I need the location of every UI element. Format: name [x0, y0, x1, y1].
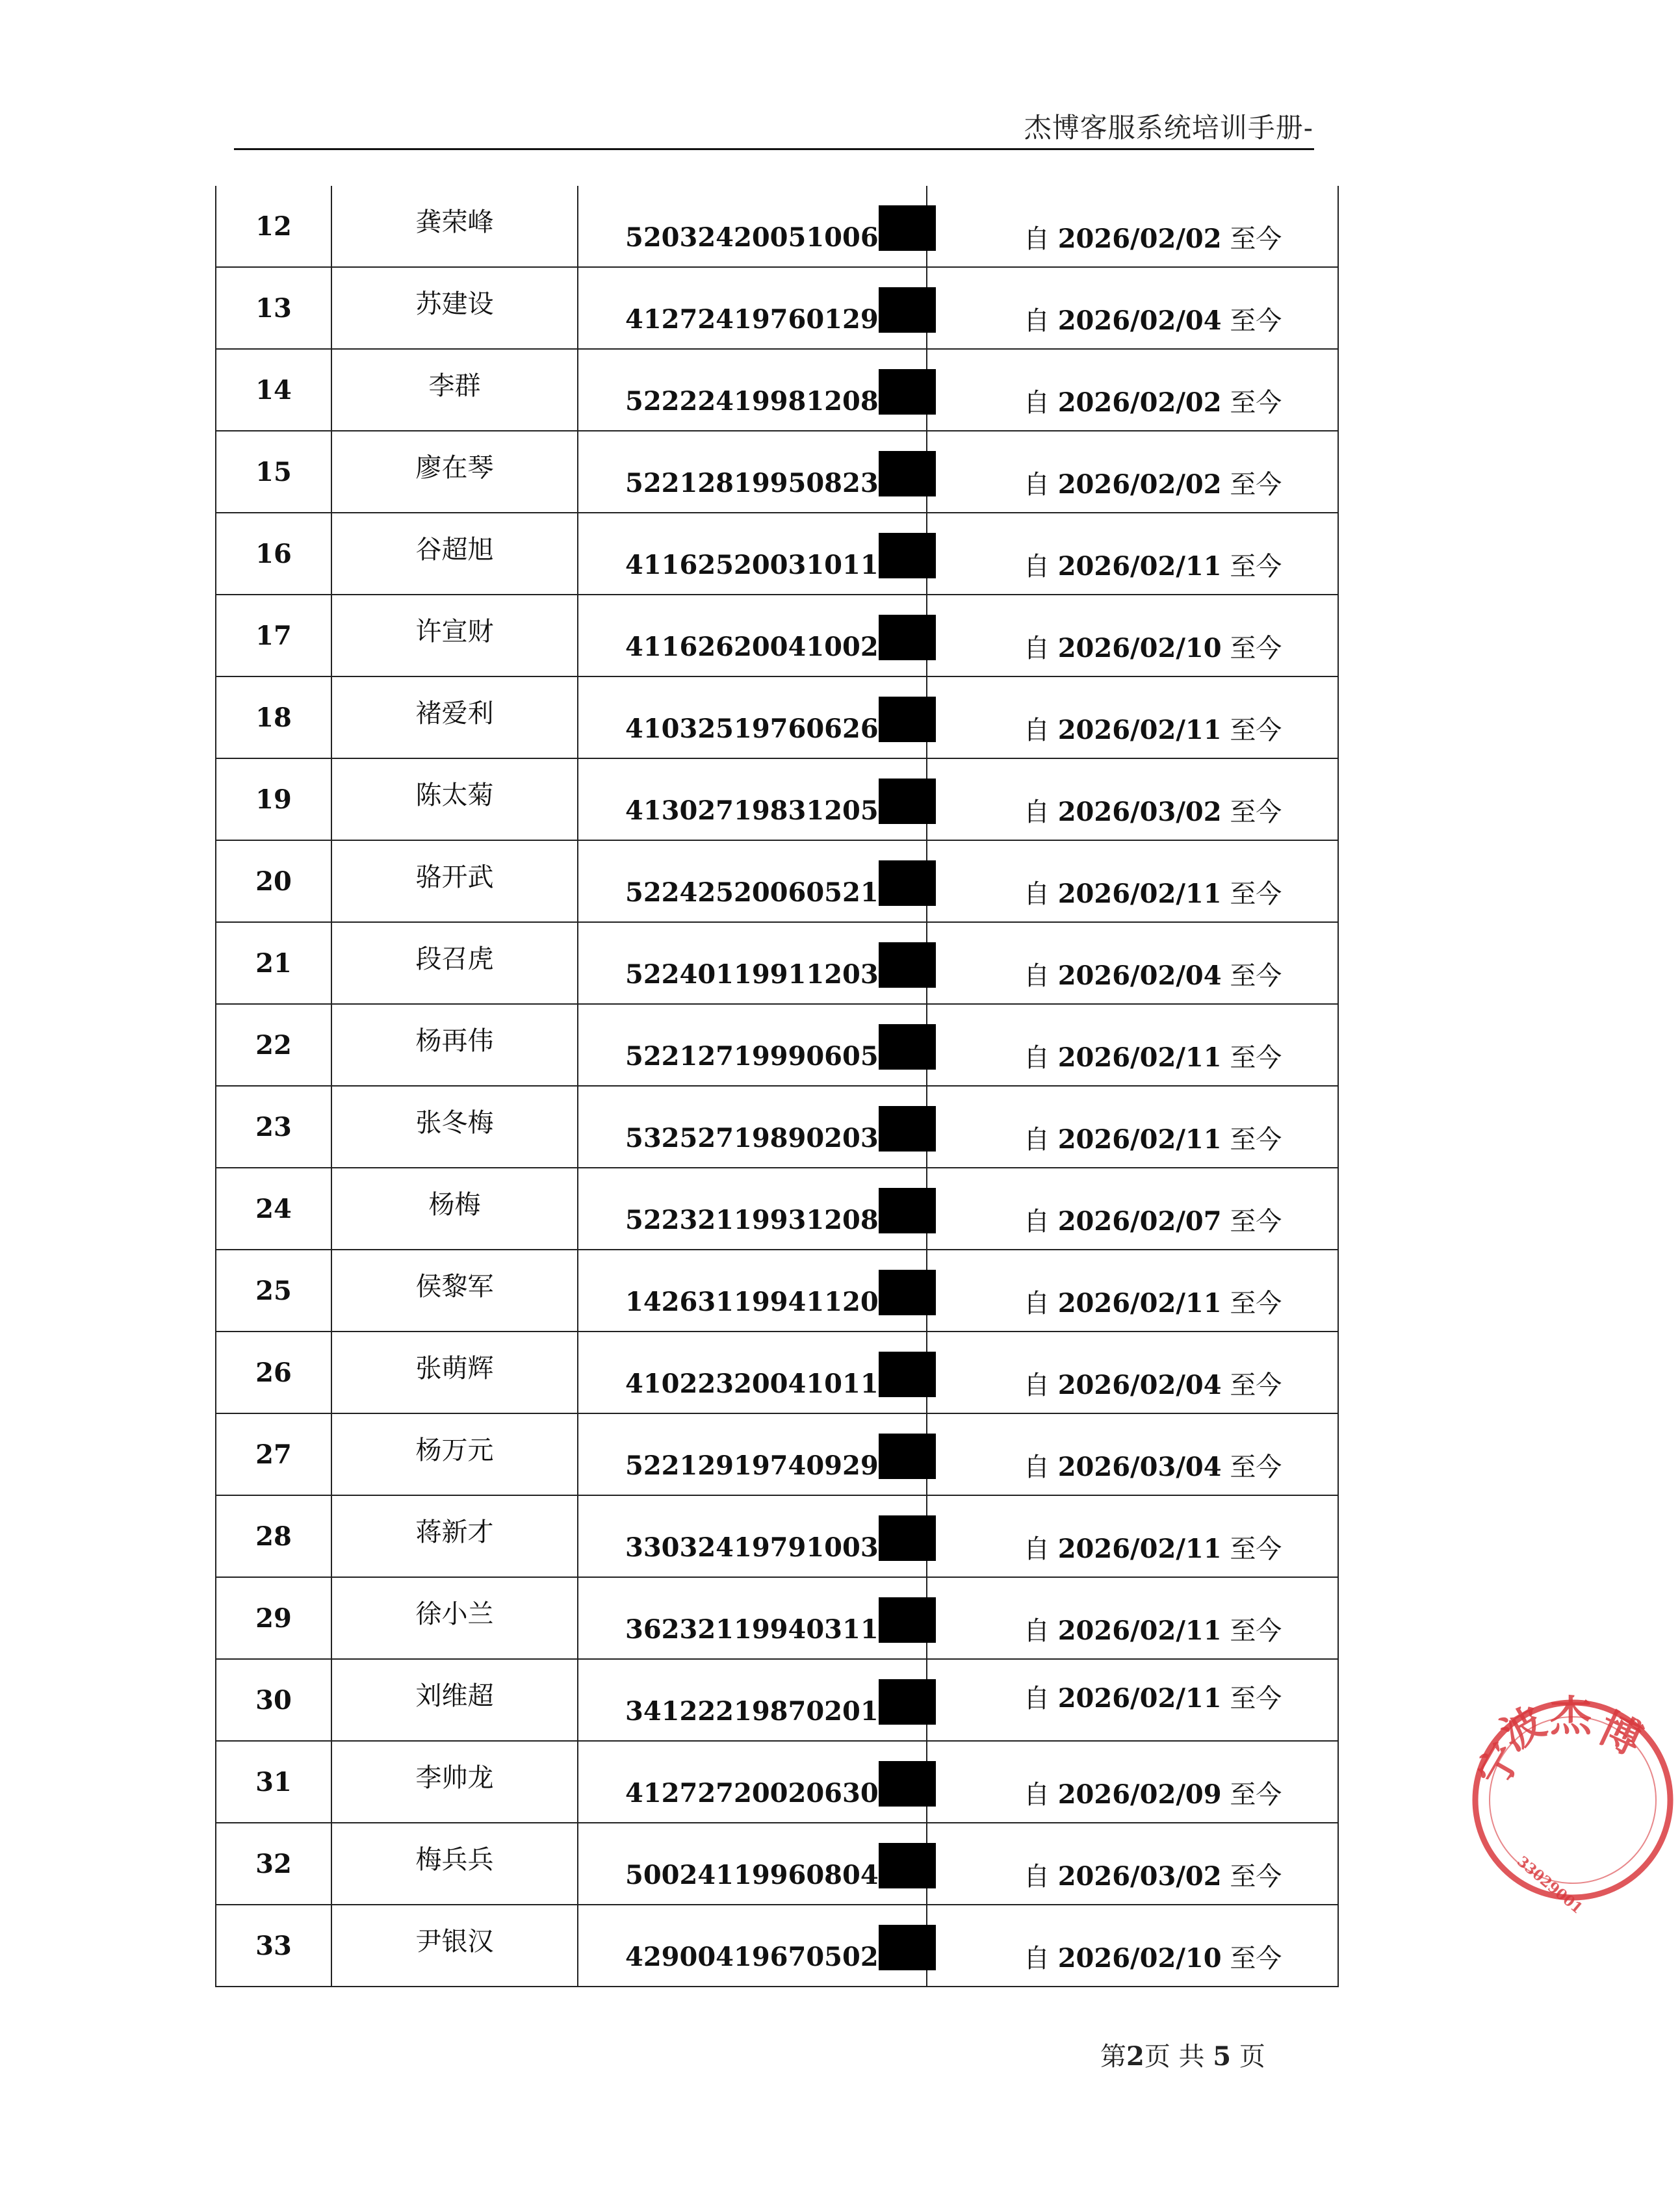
table-row	[216, 431, 1338, 513]
period-from: 自	[1024, 470, 1050, 500]
employee-name: 许宣财	[415, 616, 494, 647]
name-cell	[331, 1823, 578, 1905]
period-to: 至今	[1230, 388, 1282, 418]
row-number: 14	[255, 374, 292, 405]
id-cell	[578, 1086, 927, 1168]
name-cell	[331, 1905, 578, 1987]
row-number-cell	[216, 840, 331, 922]
row-number: 30	[255, 1684, 292, 1716]
row-number-cell	[216, 431, 331, 513]
id-cell	[578, 1004, 927, 1086]
row-number-cell	[216, 1905, 331, 1987]
period-from: 自	[1024, 1780, 1050, 1810]
period-cell	[927, 1168, 1338, 1250]
name-cell	[331, 1086, 578, 1168]
period-cell	[927, 1905, 1338, 1987]
employee-name: 尹银汉	[415, 1926, 494, 1957]
table-row	[216, 922, 1338, 1004]
id-number-partial: 33032419791003	[625, 1532, 879, 1563]
row-number: 33	[255, 1930, 292, 1961]
svg-text:博: 博	[1591, 1703, 1649, 1766]
period-to: 至今	[1230, 1944, 1282, 1974]
period-to: 至今	[1230, 1534, 1282, 1564]
employee-name: 李群	[428, 370, 481, 401]
row-number-cell	[216, 1577, 331, 1659]
employee-name: 徐小兰	[415, 1599, 494, 1629]
period-to: 至今	[1230, 1862, 1282, 1892]
period-cell	[927, 1332, 1338, 1413]
period-to: 至今	[1230, 879, 1282, 909]
period-to: 至今	[1230, 306, 1282, 336]
period-from: 自	[1024, 306, 1050, 336]
id-number-partial: 52242520060521	[625, 877, 879, 908]
id-cell	[578, 1823, 927, 1905]
id-number-partial: 50024119960804	[625, 1859, 879, 1890]
company-seal-stamp	[1466, 1692, 1680, 1918]
period-from: 自	[1024, 1684, 1050, 1714]
period-to: 至今	[1230, 961, 1282, 991]
period-cell	[927, 431, 1338, 513]
start-date: 2026/02/10	[1057, 633, 1222, 663]
id-number-partial: 41022320041011	[625, 1368, 879, 1399]
period-to: 至今	[1230, 1684, 1282, 1714]
period-to: 至今	[1230, 224, 1282, 254]
page-header-title: 杰博客服系统培训手册-	[1024, 112, 1313, 144]
start-date: 2026/02/02	[1057, 387, 1222, 418]
period-from: 自	[1024, 1452, 1050, 1482]
row-number-cell	[216, 267, 331, 349]
period-cell	[927, 186, 1338, 267]
start-date: 2026/03/02	[1057, 797, 1222, 827]
name-cell	[331, 840, 578, 922]
name-cell	[331, 1004, 578, 1086]
period-to: 至今	[1230, 1780, 1282, 1810]
start-date: 2026/02/04	[1057, 305, 1222, 336]
table-row	[216, 1004, 1338, 1086]
row-number-cell	[216, 1823, 331, 1905]
id-cell	[578, 1495, 927, 1577]
name-cell	[331, 922, 578, 1004]
table-row	[216, 1823, 1338, 1905]
id-number-partial: 52212719990605	[625, 1040, 879, 1072]
table-row	[216, 1168, 1338, 1250]
id-number-partial: 41162520031011	[625, 549, 879, 580]
id-cell	[578, 349, 927, 431]
start-date: 2026/02/02	[1057, 224, 1222, 254]
period-to: 至今	[1230, 797, 1282, 827]
period-cell	[927, 922, 1338, 1004]
row-number: 16	[255, 538, 292, 569]
table-row	[216, 1659, 1338, 1741]
period-from: 自	[1024, 715, 1050, 745]
start-date: 2026/02/04	[1057, 960, 1222, 991]
period-from: 自	[1024, 1043, 1050, 1073]
row-number: 27	[255, 1439, 292, 1470]
employee-name: 廖在琴	[415, 452, 494, 483]
table-row	[216, 1741, 1338, 1823]
page-total: 5	[1213, 2041, 1232, 2072]
id-cell	[578, 1250, 927, 1332]
name-cell	[331, 1495, 578, 1577]
period-from: 自	[1024, 1125, 1050, 1155]
table-row	[216, 1250, 1338, 1332]
period-to: 至今	[1230, 1371, 1282, 1400]
period-cell	[927, 840, 1338, 922]
employee-name: 龚荣峰	[415, 207, 494, 237]
table-row	[216, 267, 1338, 349]
period-to: 至今	[1230, 634, 1282, 663]
row-number-cell	[216, 1086, 331, 1168]
period-from: 自	[1024, 797, 1050, 827]
period-cell	[927, 1086, 1338, 1168]
header-divider	[234, 148, 1314, 150]
period-to: 至今	[1230, 1289, 1282, 1319]
table-row	[216, 758, 1338, 840]
table-row	[216, 840, 1338, 922]
period-to: 至今	[1230, 715, 1282, 745]
employee-name: 褚爱利	[415, 698, 494, 728]
id-number-partial: 41302719831205	[625, 795, 879, 826]
period-cell	[927, 1495, 1338, 1577]
row-number: 25	[255, 1275, 292, 1306]
row-number-cell	[216, 1168, 331, 1250]
row-number: 21	[255, 947, 292, 979]
period-from: 自	[1024, 1862, 1050, 1892]
row-number: 12	[255, 211, 292, 242]
id-number-partial: 52212819950823	[625, 467, 879, 498]
start-date: 2026/02/11	[1057, 1683, 1222, 1714]
id-number-partial: 41162620041002	[625, 631, 879, 662]
id-number-partial: 52222419981208	[625, 385, 879, 417]
id-number-partial: 41032519760626	[625, 713, 879, 744]
period-from: 自	[1024, 1371, 1050, 1400]
name-cell	[331, 1332, 578, 1413]
row-number: 29	[255, 1602, 292, 1634]
period-from: 自	[1024, 634, 1050, 663]
period-cell	[927, 1823, 1338, 1905]
table-row	[216, 676, 1338, 758]
page-prefix: 第	[1100, 2042, 1126, 2072]
row-number: 13	[255, 292, 292, 324]
employee-name: 张冬梅	[415, 1107, 494, 1138]
row-number: 24	[255, 1193, 292, 1224]
id-cell	[578, 1659, 927, 1741]
id-number-partial: 34122219870201	[625, 1695, 879, 1727]
period-cell	[927, 758, 1338, 840]
id-number-partial: 36232119940311	[625, 1614, 879, 1645]
table-row	[216, 349, 1338, 431]
id-cell	[578, 431, 927, 513]
start-date: 2026/02/11	[1057, 1124, 1222, 1155]
row-number-cell	[216, 1659, 331, 1741]
table-row	[216, 595, 1338, 676]
employee-name: 侯黎军	[415, 1271, 494, 1302]
period-from: 自	[1024, 1207, 1050, 1237]
table-row	[216, 1577, 1338, 1659]
employee-name: 陈太菊	[415, 780, 494, 810]
start-date: 2026/03/04	[1057, 1452, 1222, 1482]
id-number-partial: 41272720020630	[625, 1777, 879, 1808]
name-cell	[331, 1250, 578, 1332]
period-cell	[927, 1004, 1338, 1086]
svg-text:波: 波	[1493, 1697, 1554, 1760]
row-number: 32	[255, 1848, 292, 1879]
period-from: 自	[1024, 1616, 1050, 1646]
row-number: 31	[255, 1766, 292, 1797]
start-date: 2026/02/10	[1057, 1943, 1222, 1974]
employee-roster-table	[215, 186, 1339, 1987]
id-cell	[578, 840, 927, 922]
row-number: 22	[255, 1029, 292, 1061]
start-date: 2026/02/11	[1057, 551, 1222, 582]
period-from: 自	[1024, 552, 1050, 582]
period-from: 自	[1024, 388, 1050, 418]
id-number-partial: 52240119911203	[625, 959, 879, 990]
row-number-cell	[216, 186, 331, 267]
start-date: 2026/02/04	[1057, 1370, 1222, 1400]
row-number-cell	[216, 349, 331, 431]
employee-name: 苏建设	[415, 289, 494, 319]
svg-text:杰: 杰	[1550, 1692, 1592, 1741]
id-cell	[578, 1413, 927, 1495]
id-cell	[578, 676, 927, 758]
period-cell	[927, 1741, 1338, 1823]
id-number-partial: 41272419760129	[625, 303, 879, 335]
name-cell	[331, 513, 578, 595]
page-footer	[1100, 2036, 1265, 2073]
start-date: 2026/02/11	[1057, 1042, 1222, 1073]
start-date: 2026/02/02	[1057, 469, 1222, 500]
period-cell	[927, 349, 1338, 431]
row-number: 17	[255, 620, 292, 651]
id-cell	[578, 758, 927, 840]
start-date: 2026/02/11	[1057, 879, 1222, 909]
table-row	[216, 1413, 1338, 1495]
row-number-cell	[216, 513, 331, 595]
id-cell	[578, 1741, 927, 1823]
row-number: 19	[255, 784, 292, 815]
period-from: 自	[1024, 1289, 1050, 1319]
period-to: 至今	[1230, 1207, 1282, 1237]
employee-name: 杨万元	[415, 1435, 494, 1465]
row-number-cell	[216, 1495, 331, 1577]
svg-text:宁: 宁	[1467, 1735, 1531, 1795]
id-number-partial: 42900419670502	[625, 1941, 879, 1972]
period-to: 至今	[1230, 1043, 1282, 1073]
id-number-partial: 52212919740929	[625, 1450, 879, 1481]
row-number-cell	[216, 922, 331, 1004]
period-cell	[927, 595, 1338, 676]
name-cell	[331, 431, 578, 513]
name-cell	[331, 267, 578, 349]
name-cell	[331, 1413, 578, 1495]
table-row	[216, 1495, 1338, 1577]
employee-name: 李帅龙	[415, 1762, 494, 1793]
name-cell	[331, 1168, 578, 1250]
name-cell	[331, 676, 578, 758]
employee-name: 梅兵兵	[415, 1844, 494, 1875]
period-from: 自	[1024, 1534, 1050, 1564]
row-number-cell	[216, 1250, 331, 1332]
id-cell	[578, 595, 927, 676]
row-number-cell	[216, 595, 331, 676]
employee-name: 杨梅	[428, 1189, 481, 1220]
row-number: 20	[255, 866, 292, 897]
period-cell	[927, 676, 1338, 758]
name-cell	[331, 349, 578, 431]
employee-name: 段召虎	[415, 944, 494, 974]
start-date: 2026/02/07	[1057, 1206, 1222, 1237]
period-to: 至今	[1230, 1616, 1282, 1646]
period-to: 至今	[1230, 1452, 1282, 1482]
id-cell	[578, 186, 927, 267]
start-date: 2026/02/11	[1057, 1534, 1222, 1564]
table-row	[216, 1332, 1338, 1413]
table-row	[216, 1905, 1338, 1987]
period-cell	[927, 513, 1338, 595]
id-cell	[578, 1168, 927, 1250]
name-cell	[331, 1659, 578, 1741]
row-number: 15	[255, 456, 292, 487]
table-row	[216, 186, 1338, 267]
row-number-cell	[216, 676, 331, 758]
id-cell	[578, 922, 927, 1004]
name-cell	[331, 758, 578, 840]
period-cell	[927, 1577, 1338, 1659]
employee-name: 杨再伟	[415, 1025, 494, 1056]
period-from: 自	[1024, 224, 1050, 254]
period-cell	[927, 1659, 1338, 1741]
employee-name: 骆开武	[415, 862, 494, 892]
start-date: 2026/02/09	[1057, 1779, 1222, 1810]
period-from: 自	[1024, 961, 1050, 991]
id-cell	[578, 1332, 927, 1413]
row-number: 18	[255, 702, 292, 733]
start-date: 2026/02/11	[1057, 1288, 1222, 1319]
id-cell	[578, 267, 927, 349]
name-cell	[331, 1741, 578, 1823]
page-suffix: 页	[1239, 2042, 1265, 2072]
period-from: 自	[1024, 1944, 1050, 1974]
table-row	[216, 513, 1338, 595]
roster-body	[216, 186, 1338, 1987]
id-number-partial: 14263119941120	[625, 1286, 879, 1317]
period-to: 至今	[1230, 470, 1282, 500]
id-cell	[578, 513, 927, 595]
start-date: 2026/03/02	[1057, 1861, 1222, 1892]
name-cell	[331, 186, 578, 267]
page-mid: 页 共	[1144, 2042, 1205, 2072]
table-row	[216, 1086, 1338, 1168]
row-number-cell	[216, 1332, 331, 1413]
employee-name: 蒋新才	[415, 1517, 494, 1547]
page-current: 2	[1126, 2041, 1144, 2072]
row-number-cell	[216, 1004, 331, 1086]
row-number: 23	[255, 1111, 292, 1142]
period-cell	[927, 1250, 1338, 1332]
period-from: 自	[1024, 879, 1050, 909]
period-cell	[927, 267, 1338, 349]
row-number-cell	[216, 1413, 331, 1495]
row-number: 28	[255, 1521, 292, 1552]
employee-name: 谷超旭	[415, 534, 494, 565]
row-number-cell	[216, 758, 331, 840]
svg-text:33029001: 33029001	[1514, 1853, 1586, 1918]
period-to: 至今	[1230, 1125, 1282, 1155]
employee-name: 刘维超	[415, 1680, 494, 1711]
row-number: 26	[255, 1357, 292, 1388]
id-number-partial: 52232119931208	[625, 1204, 879, 1235]
employee-name: 张萌辉	[415, 1353, 494, 1384]
period-cell	[927, 1413, 1338, 1495]
id-cell	[578, 1577, 927, 1659]
id-cell	[578, 1905, 927, 1987]
start-date: 2026/02/11	[1057, 1615, 1222, 1646]
id-number-partial: 52032420051006	[625, 222, 879, 253]
row-number-cell	[216, 1741, 331, 1823]
name-cell	[331, 595, 578, 676]
start-date: 2026/02/11	[1057, 715, 1222, 745]
period-to: 至今	[1230, 552, 1282, 582]
name-cell	[331, 1577, 578, 1659]
id-number-partial: 53252719890203	[625, 1122, 879, 1153]
